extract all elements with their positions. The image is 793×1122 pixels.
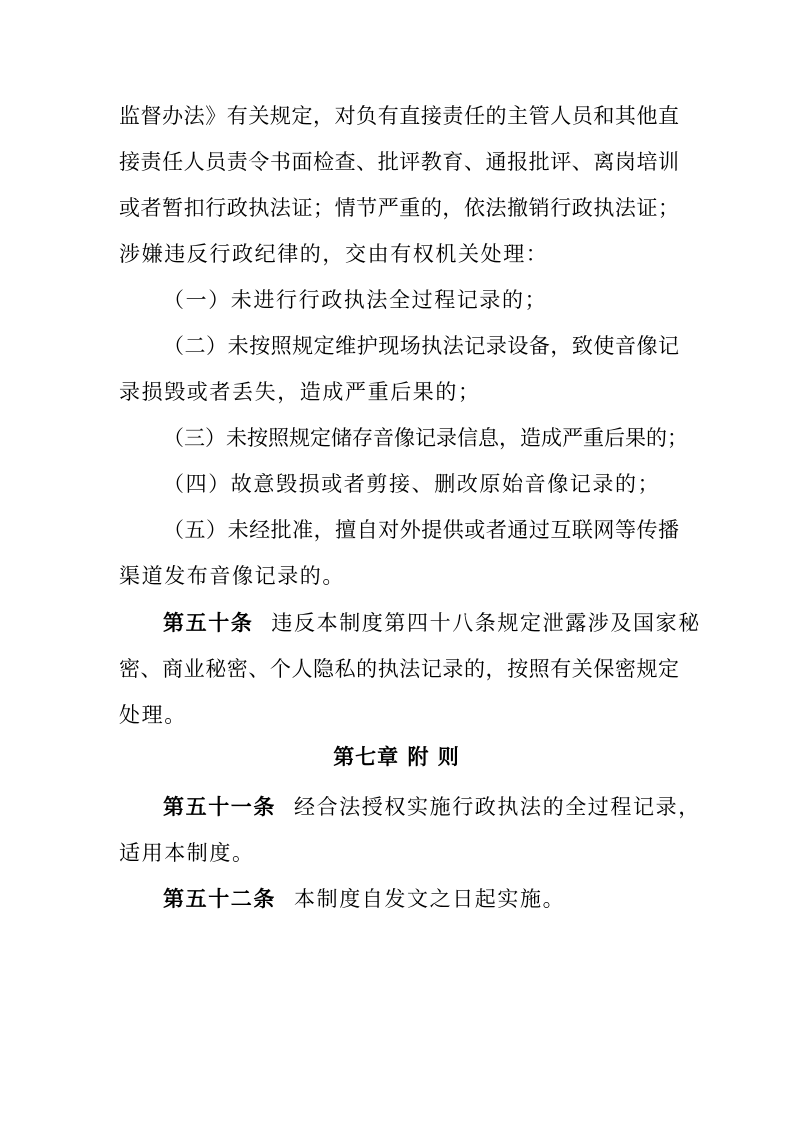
article-51-heading: 第五十一条 <box>163 794 276 819</box>
paragraph-line: 接责任人员责令书面检查、批评教育、通报批评、离岗培训 <box>119 150 679 174</box>
article-51 <box>163 792 701 822</box>
paragraph-line: 涉嫌违反行政纪律的，交由有权机关处理： <box>119 242 549 266</box>
list-item-3: （三）未按照规定储存音像记录信息，造成严重后果的； <box>163 426 688 450</box>
paragraph-line: 监督办法》有关规定，对负有直接责任的主管人员和其他直 <box>119 104 679 128</box>
list-item-2-continued: 录损毁或者丢失，造成严重后果的； <box>119 380 481 404</box>
article-52-heading: 第五十二条 <box>163 886 276 911</box>
paragraph-line: 或者暂扣行政执法证；情节严重的，依法撤销行政执法证； <box>119 196 679 220</box>
article-52-text: 本制度自发文之日起实施。 <box>294 887 566 911</box>
article-50-line: 密、商业秘密、个人隐私的执法记录的，按照有关保密规定 <box>119 657 679 681</box>
article-51-text: 经合法授权实施行政执法的全过程记录， <box>294 795 701 819</box>
list-item-4: （四）故意毁损或者剪接、删改原始音像记录的； <box>163 472 661 496</box>
article-50 <box>163 608 701 638</box>
list-item-1: （一）未进行行政执法全过程记录的； <box>163 288 548 312</box>
list-item-2: （二）未按照规定维护现场执法记录设备，致使音像记 <box>163 334 679 358</box>
article-50-text: 违反本制度第四十八条规定泄露涉及国家秘 <box>271 611 701 635</box>
list-item-5: （五）未经批准，擅自对外提供或者通过互联网等传播 <box>163 518 679 542</box>
chapter-heading: 第七章 附 则 <box>333 744 460 769</box>
article-52 <box>163 884 679 914</box>
article-51-line: 适用本制度。 <box>119 841 255 865</box>
list-item-5-continued: 渠道发布音像记录的。 <box>119 564 345 588</box>
article-50-line: 处理。 <box>119 703 187 727</box>
article-50-heading: 第五十条 <box>163 610 254 635</box>
